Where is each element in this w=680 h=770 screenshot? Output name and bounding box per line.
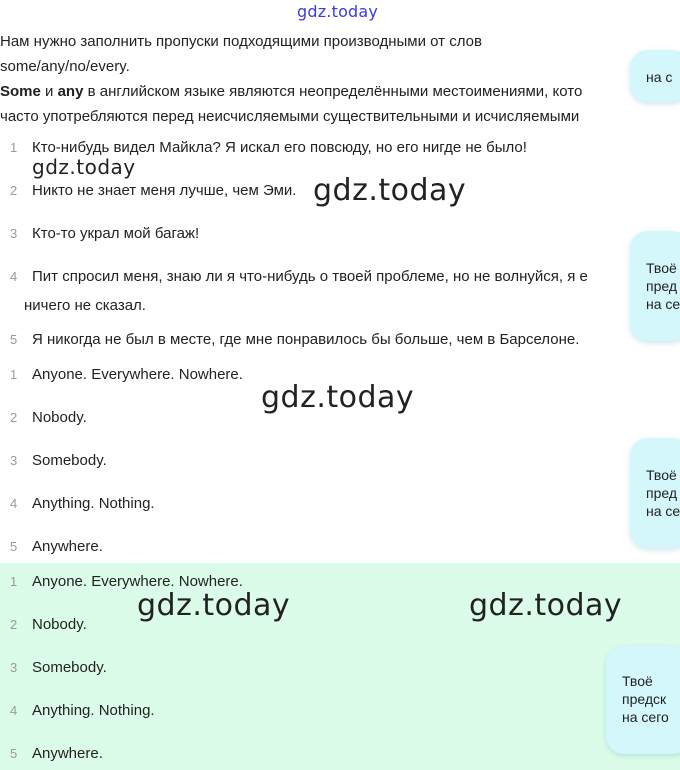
question-text: Кто-то украл мой багаж! [32, 225, 200, 242]
promo-bubble-text: пред [646, 278, 678, 294]
answer-text: Anywhere. [32, 745, 103, 762]
answer-text: Somebody. [32, 659, 107, 676]
question-text: Я никогда не был в месте, где мне понравилось бы больше, чем в Барселоне. [32, 331, 580, 348]
promo-bubble[interactable] [630, 438, 680, 548]
question-text: Никто не знает меня лучше, чем Эми. [32, 182, 297, 199]
question-number: 5 [10, 332, 18, 347]
watermark: gdz.today [313, 173, 467, 208]
question-item [0, 266, 640, 329]
answer-item [0, 450, 640, 493]
answer-number: 2 [10, 617, 18, 632]
question-number: 3 [10, 226, 18, 241]
answer-text: Anywhere. [32, 538, 103, 555]
answer-number: 5 [10, 746, 18, 761]
answer-item [0, 743, 640, 770]
answer-item [0, 493, 640, 536]
question-number: 4 [10, 269, 18, 284]
answer-text: Nobody. [32, 616, 87, 633]
promo-bubble[interactable] [630, 231, 680, 341]
intro-text [0, 29, 640, 129]
promo-bubble-text: Твоё [646, 467, 677, 483]
promo-bubble-text: пред [646, 485, 678, 501]
answer-number: 1 [10, 574, 18, 589]
intro-line-2: some/any/no/every. [0, 58, 130, 75]
promo-bubble-text: на се [646, 503, 680, 519]
watermark: gdz.today [469, 588, 623, 623]
promo-bubble[interactable] [630, 50, 680, 102]
promo-bubble-text: Твоё [622, 673, 653, 689]
watermark: gdz.today [261, 380, 415, 415]
question-number: 2 [10, 183, 18, 198]
answer-item [0, 700, 640, 743]
promo-bubble-text: на с [646, 69, 673, 85]
question-number: 1 [10, 140, 18, 155]
answer-number: 4 [10, 703, 18, 718]
answer-number: 1 [10, 367, 18, 382]
intro-line-1: Нам нужно заполнить пропуски подходящими производными от слов [0, 33, 482, 50]
answer-text: Somebody. [32, 452, 107, 469]
answer-text: Nobody. [32, 409, 87, 426]
intro-line-4: часто употребляются перед неисчисляемыми существительными и исчисляемыми [0, 108, 580, 125]
question-item [0, 329, 640, 350]
intro-line-3 [0, 79, 640, 104]
answer-item [0, 657, 640, 700]
question-text [0, 266, 640, 316]
question-text-line-1: Пит спросил меня, знаю ли я что-нибудь о твоей проблеме, но не волнуйся, я е [32, 268, 588, 285]
promo-bubble-text: на се [646, 296, 680, 312]
term-some: Some [0, 83, 41, 100]
intro-conj: и [40, 83, 58, 100]
answer-number: 2 [10, 410, 18, 425]
site-logo[interactable]: gdz.today [297, 2, 379, 21]
promo-bubble-text: предск [622, 691, 667, 707]
answer-number: 3 [10, 660, 18, 675]
intro-line-3-rest: в английском языке являются неопределёнными местоимениями, кото [83, 83, 583, 100]
answer-text: Anyone. Everywhere. Nowhere. [32, 573, 243, 590]
answer-number: 3 [10, 453, 18, 468]
watermark: gdz.today [32, 155, 136, 179]
question-item [0, 223, 640, 266]
term-any: any [57, 83, 84, 100]
answer-text: Anything. Nothing. [32, 495, 155, 512]
answer-text: Anyone. Everywhere. Nowhere. [32, 366, 243, 383]
promo-bubble-text: на сего [622, 709, 669, 725]
question-text: Кто-нибудь видел Майкла? Я искал его повсюду, но его нигде не было! [32, 139, 527, 156]
promo-bubble-text: Твоё [646, 260, 677, 276]
question-text-line-2: ничего не сказал. [24, 297, 146, 314]
promo-bubble[interactable] [606, 646, 680, 754]
answer-number: 5 [10, 539, 18, 554]
answer-number: 4 [10, 496, 18, 511]
watermark: gdz.today [137, 588, 291, 623]
answer-text: Anything. Nothing. [32, 702, 155, 719]
